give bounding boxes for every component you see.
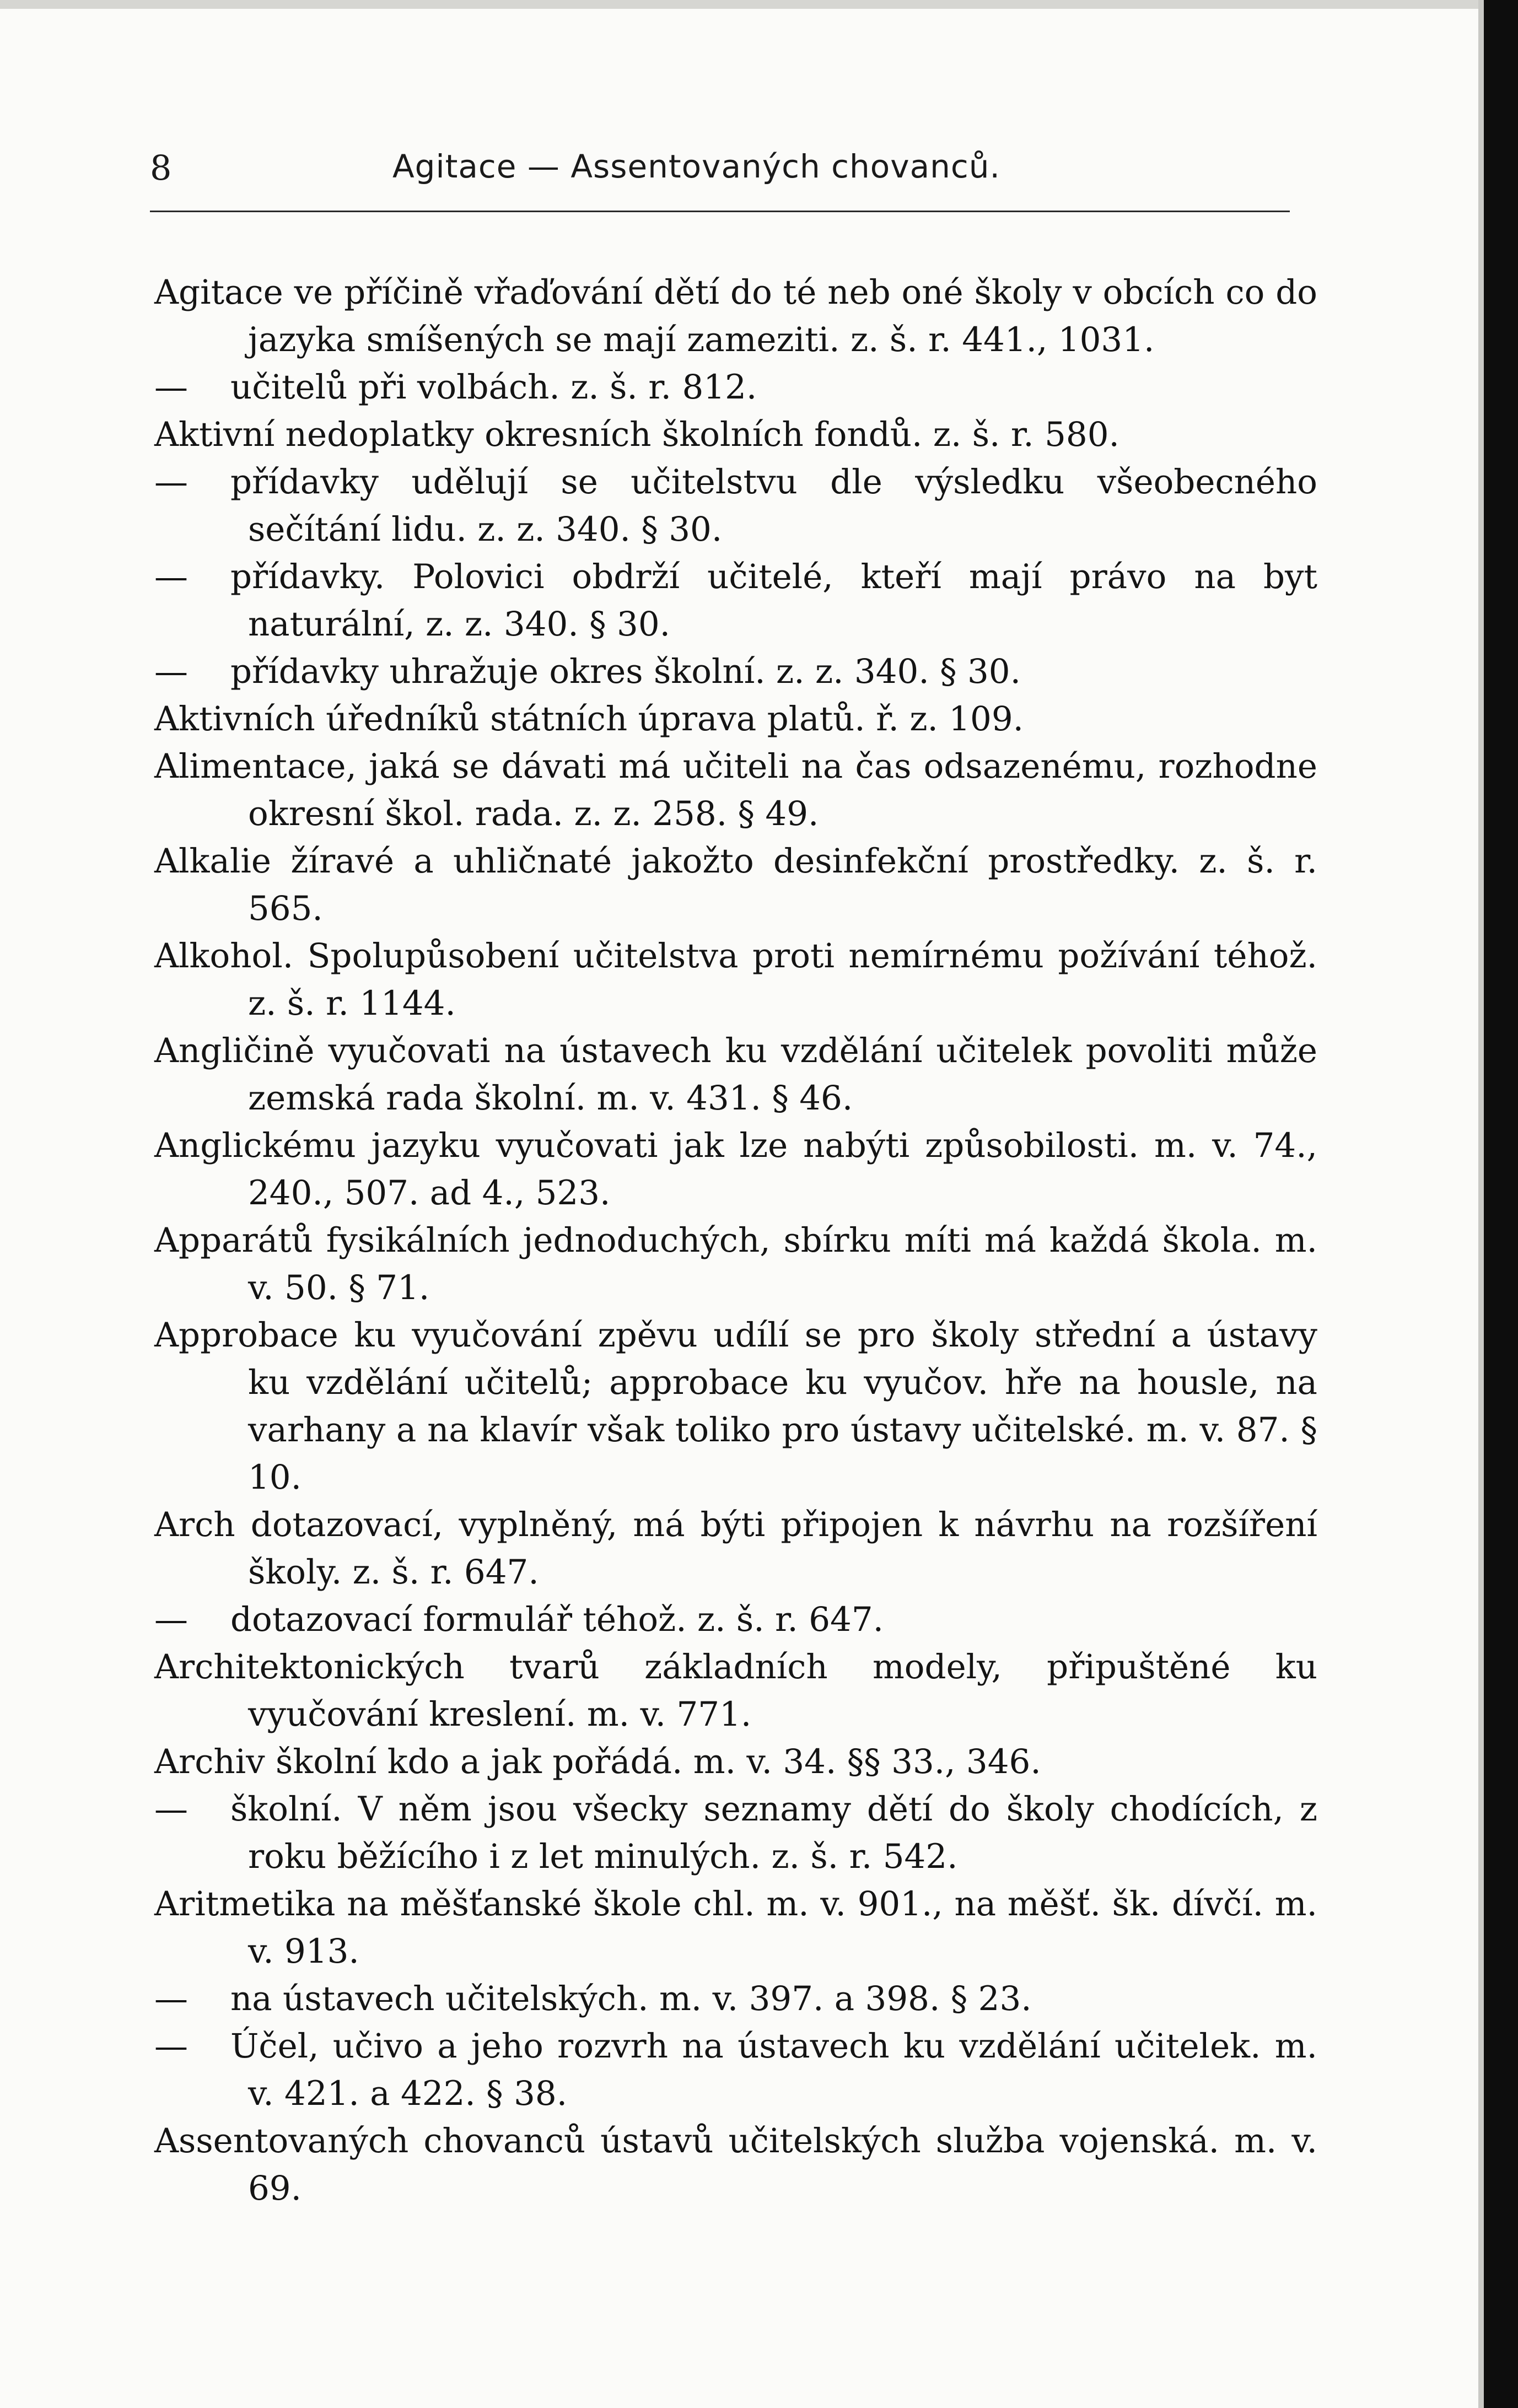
entry-dash: —: [154, 557, 188, 596]
entry-text: Aktivních úředníků státních úprava platů. ř. z. 109.: [154, 699, 1024, 739]
entry-text: na ústavech učitelských. m. v. 397. a 398. § 23.: [230, 1979, 1032, 2018]
entry-text: přídavky udělují se učitelstvu dle výsledku všeobecného sečítání lidu. z. z. 340. § 30.: [230, 462, 1317, 549]
index-entry: [154, 1122, 1317, 1217]
entry-text: Aktivní nedoplatky okresních školních fondů. z. š. r. 580.: [154, 415, 1119, 454]
entry-text: učitelů při volbách. z. š. r. 812.: [230, 368, 757, 407]
entry-text: Architektonických tvarů základních modely, připuštěné ku vyučování kreslení. m. v. 771.: [154, 1647, 1317, 1734]
entry-text: Agitace ve příčině vřaďování dětí do té neb oné školy v obcích co do jazyka smíšených se mají zameziti. z. š. r. 441., 1031.: [154, 273, 1317, 359]
entry-text: Účel, učivo a jeho rozvrh na ústavech ku vzdělání učitelek. m. v. 421. a 422. § 38.: [230, 2027, 1317, 2113]
entry-text: Apparátů fysikálních jednoduchých, sbírku míti má každá škola. m. v. 50. § 71.: [154, 1221, 1317, 1307]
index-entry: [154, 2023, 1317, 2118]
index-entry: [154, 553, 1317, 648]
running-title: Agitace — Assentovaných chovanců.: [392, 148, 1000, 185]
index-entry: [154, 1027, 1317, 1122]
entry-text: Anglickému jazyku vyučovati jak lze nabýti způsobilosti. m. v. 74., 240., 507. ad 4., 523.: [154, 1126, 1317, 1213]
page-top-edge: [0, 0, 1518, 9]
page-number: 8: [150, 148, 172, 188]
entry-text: Arch dotazovací, vyplněný, má býti připojen k návrhu na rozšíření školy. z. š. r. 647.: [154, 1505, 1317, 1592]
index-entry: [154, 933, 1317, 1027]
entry-text: Aritmetika na měšťanské škole chl. m. v. 901., na měšť. šk. dívčí. m. v. 913.: [154, 1884, 1317, 1971]
index-entry: [154, 411, 1317, 459]
entry-dash: —: [154, 1979, 188, 2018]
entry-dash: —: [154, 652, 188, 691]
entry-dash: —: [154, 1600, 188, 1639]
index-entry: [154, 1501, 1317, 1596]
entry-dash: —: [154, 368, 188, 407]
entry-text: Approbace ku vyučování zpěvu udílí se pro školy střední a ústavy ku vzdělání učitelů; approbace ku vyučov. hře na housle, na varhany a na klavír však toliko pro ústavy učitelské. m. v. 87. § 10.: [154, 1316, 1317, 1497]
page-gutter-shadow: [1478, 0, 1484, 2408]
entry-dash: —: [154, 462, 188, 502]
index-entry: [154, 696, 1317, 743]
entry-text: Alkalie žíravé a uhličnaté jakožto desinfekční prostředky. z. š. r. 565.: [154, 842, 1317, 928]
entry-text: Alkohol. Spolupůsobení učitelstva proti nemírnému požívání téhož. z. š. r. 1144.: [154, 936, 1317, 1023]
index-entry: [154, 1312, 1317, 1501]
index-entry: [154, 269, 1317, 364]
index-entry: [154, 459, 1317, 553]
index-entry: [154, 2118, 1317, 2212]
index-entry: [154, 1596, 1317, 1644]
index-entry: [154, 1881, 1317, 1975]
index-entry: [154, 1738, 1317, 1786]
entry-text: dotazovací formulář téhož. z. š. r. 647.: [230, 1600, 884, 1639]
entry-text: Assentovaných chovanců ústavů učitelských služba vojenská. m. v. 69.: [154, 2121, 1317, 2208]
index-entry: [154, 1644, 1317, 1738]
entry-dash: —: [154, 2027, 188, 2066]
index-entry: [154, 364, 1317, 411]
entry-text: Angličině vyučovati na ústavech ku vzdělání učitelek povoliti může zemská rada školní. m. v. 431. § 46.: [154, 1031, 1317, 1118]
index-entry: [154, 1217, 1317, 1312]
entry-text: přídavky uhražuje okres školní. z. z. 340. § 30.: [230, 652, 1021, 691]
entry-text: školní. V něm jsou všecky seznamy dětí do školy chodících, z roku běžícího i z let minulých. z. š. r. 542.: [230, 1790, 1317, 1876]
entry-text: Archiv školní kdo a jak pořádá. m. v. 34. §§ 33., 346.: [154, 1742, 1041, 1781]
running-header: [150, 148, 1296, 192]
entry-text: Alimentace, jaká se dávati má učiteli na čas odsazenému, rozhodne okresní škol. rada. z. z. 258. § 49.: [154, 747, 1317, 833]
index-entry: [154, 743, 1317, 838]
page-binding-edge: [1484, 0, 1518, 2408]
index-entry: [154, 1786, 1317, 1881]
index-entry: [154, 648, 1317, 696]
index-entry: [154, 1975, 1317, 2023]
index-entry: [154, 838, 1317, 933]
index-entries: [154, 269, 1317, 2212]
entry-text: přídavky. Polovici obdrží učitelé, kteří mají právo na byt naturální, z. z. 340. § 30.: [230, 557, 1317, 644]
entry-dash: —: [154, 1790, 188, 1829]
header-rule: [150, 211, 1290, 212]
